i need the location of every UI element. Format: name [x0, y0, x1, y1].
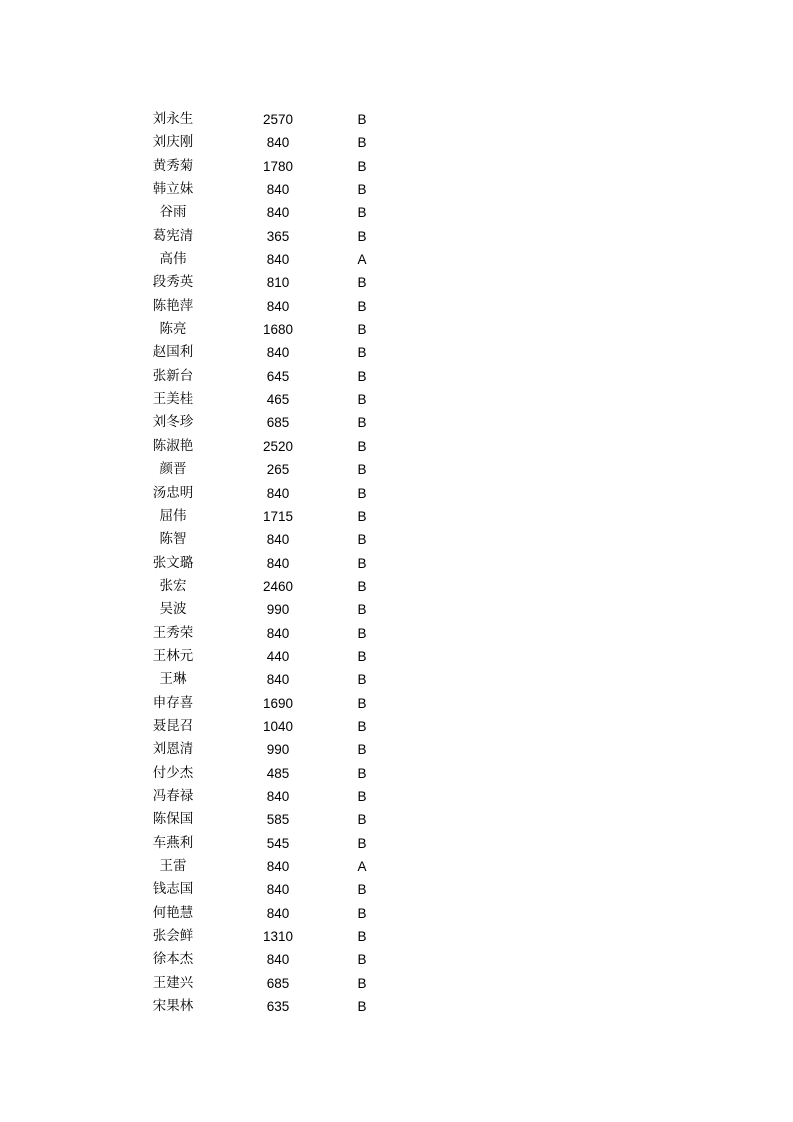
name-cell: 王秀荣	[152, 624, 194, 641]
amount-cell: 990	[266, 602, 290, 618]
table-row	[0, 248, 793, 271]
amount-cell: 840	[266, 205, 290, 221]
table-row	[0, 388, 793, 411]
table-row	[0, 318, 793, 341]
amount-cell: 485	[266, 765, 290, 781]
table-row	[0, 598, 793, 621]
table-row	[0, 925, 793, 948]
amount-cell: 1680	[262, 322, 294, 338]
amount-cell: 1780	[262, 158, 294, 174]
amount-cell: 990	[266, 742, 290, 758]
table-row	[0, 225, 793, 248]
grade-cell: B	[357, 298, 367, 314]
amount-cell: 840	[266, 298, 290, 314]
name-cell: 陈智	[159, 531, 187, 548]
amount-cell: 840	[266, 252, 290, 268]
grade-cell: B	[357, 392, 367, 408]
name-cell: 谷雨	[159, 204, 187, 221]
grade-cell: B	[357, 788, 367, 804]
amount-cell: 645	[266, 368, 290, 384]
grade-cell: B	[357, 695, 367, 711]
name-cell: 王建兴	[152, 974, 194, 991]
table-row	[0, 972, 793, 995]
grade-cell: B	[357, 999, 367, 1015]
table-row	[0, 201, 793, 224]
name-cell: 吴波	[159, 601, 187, 618]
grade-cell: B	[357, 929, 367, 945]
name-cell: 赵国利	[152, 344, 194, 361]
grade-cell: B	[357, 438, 367, 454]
name-cell: 高伟	[159, 251, 187, 268]
name-cell: 王雷	[159, 858, 187, 874]
amount-cell: 585	[266, 812, 290, 828]
grade-cell: B	[357, 882, 367, 898]
amount-cell: 840	[266, 555, 290, 571]
table-row	[0, 131, 793, 154]
name-cell: 刘永生	[152, 111, 194, 127]
grade-cell: B	[357, 228, 367, 244]
table-row	[0, 295, 793, 318]
name-cell: 聂昆召	[152, 717, 194, 734]
name-cell: 钱志国	[152, 881, 194, 898]
grade-cell: B	[357, 275, 367, 291]
table-row	[0, 178, 793, 201]
name-cell: 付少杰	[152, 764, 194, 781]
amount-cell: 685	[266, 415, 290, 431]
amount-cell: 545	[266, 835, 290, 851]
table-row	[0, 155, 793, 178]
grade-cell: B	[357, 112, 367, 127]
table-row	[0, 108, 793, 131]
grade-cell: A	[357, 252, 367, 268]
name-cell: 刘恩清	[152, 741, 194, 758]
table-row	[0, 948, 793, 971]
name-cell: 屈伟	[159, 507, 187, 524]
amount-cell: 2570	[262, 112, 294, 127]
grade-cell: B	[357, 368, 367, 384]
table-row	[0, 902, 793, 925]
grade-cell: B	[357, 555, 367, 571]
name-cell: 韩立妹	[152, 181, 194, 198]
table-row	[0, 668, 793, 691]
name-cell: 陈艳萍	[152, 297, 194, 314]
table-row	[0, 785, 793, 808]
amount-cell: 840	[266, 859, 290, 874]
table-row	[0, 995, 793, 1018]
amount-cell: 840	[266, 672, 290, 688]
name-cell: 刘庆刚	[152, 134, 194, 151]
grade-cell: B	[357, 905, 367, 921]
grade-cell: A	[357, 859, 367, 874]
grade-cell: B	[357, 415, 367, 431]
name-cell: 汤忠明	[152, 484, 194, 501]
table-row	[0, 878, 793, 901]
name-cell: 王美桂	[152, 391, 194, 408]
grade-cell: B	[357, 462, 367, 478]
grade-cell: B	[357, 718, 367, 734]
amount-cell: 840	[266, 532, 290, 548]
grade-cell: B	[357, 742, 367, 758]
name-cell: 徐本杰	[152, 951, 194, 968]
grade-cell: B	[357, 345, 367, 361]
grade-cell: B	[357, 835, 367, 851]
grade-cell: B	[357, 508, 367, 524]
grade-cell: B	[357, 182, 367, 198]
table-row	[0, 528, 793, 551]
name-cell: 陈亮	[159, 321, 187, 338]
grade-cell: B	[357, 205, 367, 221]
amount-cell: 1310	[262, 929, 294, 945]
name-cell: 王林元	[152, 647, 194, 664]
amount-cell: 635	[266, 999, 290, 1015]
amount-cell: 840	[266, 182, 290, 198]
grade-cell: B	[357, 602, 367, 618]
amount-cell: 840	[266, 905, 290, 921]
name-cell: 车燕利	[152, 834, 194, 851]
amount-cell: 840	[266, 345, 290, 361]
grade-cell: B	[357, 765, 367, 781]
table-row	[0, 575, 793, 598]
table-row	[0, 435, 793, 458]
name-cell: 冯春禄	[152, 787, 194, 804]
amount-cell: 840	[266, 788, 290, 804]
amount-cell: 365	[266, 228, 290, 244]
name-cell: 陈保国	[152, 811, 194, 828]
table-row	[0, 552, 793, 575]
table-row	[0, 505, 793, 528]
table-row	[0, 458, 793, 481]
amount-cell: 810	[266, 275, 290, 291]
name-cell: 张新台	[152, 367, 194, 384]
name-cell: 陈淑艳	[152, 437, 194, 454]
name-cell: 申存喜	[152, 694, 194, 711]
amount-cell: 1690	[262, 695, 294, 711]
amount-cell: 840	[266, 135, 290, 151]
name-cell: 颜晋	[159, 461, 187, 478]
name-cell: 张文璐	[152, 554, 194, 571]
name-cell: 段秀英	[152, 274, 194, 291]
name-cell: 王琳	[159, 671, 187, 688]
grade-cell: B	[357, 158, 367, 174]
name-cell: 黄秀菊	[152, 157, 194, 174]
name-cell: 何艳慧	[152, 904, 194, 921]
table-row	[0, 365, 793, 388]
table-row	[0, 715, 793, 738]
table-row	[0, 808, 793, 831]
amount-cell: 465	[266, 392, 290, 408]
table-row	[0, 645, 793, 668]
grade-cell: B	[357, 975, 367, 991]
table-row	[0, 855, 793, 878]
grade-cell: B	[357, 625, 367, 641]
grade-cell: B	[357, 952, 367, 968]
amount-cell: 840	[266, 952, 290, 968]
table-row	[0, 411, 793, 434]
grade-cell: B	[357, 578, 367, 594]
name-cell: 宋果林	[152, 998, 194, 1015]
data-table	[0, 108, 793, 1018]
grade-cell: B	[357, 135, 367, 151]
grade-cell: B	[357, 485, 367, 501]
table-row	[0, 832, 793, 855]
grade-cell: B	[357, 672, 367, 688]
table-row	[0, 271, 793, 294]
amount-cell: 840	[266, 625, 290, 641]
table-row	[0, 341, 793, 364]
grade-cell: B	[357, 532, 367, 548]
name-cell: 葛宪清	[152, 227, 194, 244]
amount-cell: 2460	[262, 578, 294, 594]
grade-cell: B	[357, 648, 367, 664]
table-row	[0, 762, 793, 785]
name-cell: 张宏	[159, 577, 187, 594]
amount-cell: 440	[266, 648, 290, 664]
grade-cell: B	[357, 322, 367, 338]
amount-cell: 685	[266, 975, 290, 991]
name-cell: 张会鲜	[152, 928, 194, 945]
amount-cell: 265	[266, 462, 290, 478]
table-row	[0, 622, 793, 645]
table-row	[0, 738, 793, 761]
amount-cell: 1715	[262, 508, 294, 524]
name-cell: 刘冬珍	[152, 414, 194, 431]
amount-cell: 840	[266, 485, 290, 501]
table-row	[0, 482, 793, 505]
table-row	[0, 692, 793, 715]
amount-cell: 1040	[262, 718, 294, 734]
amount-cell: 840	[266, 882, 290, 898]
grade-cell: B	[357, 812, 367, 828]
amount-cell: 2520	[262, 438, 294, 454]
